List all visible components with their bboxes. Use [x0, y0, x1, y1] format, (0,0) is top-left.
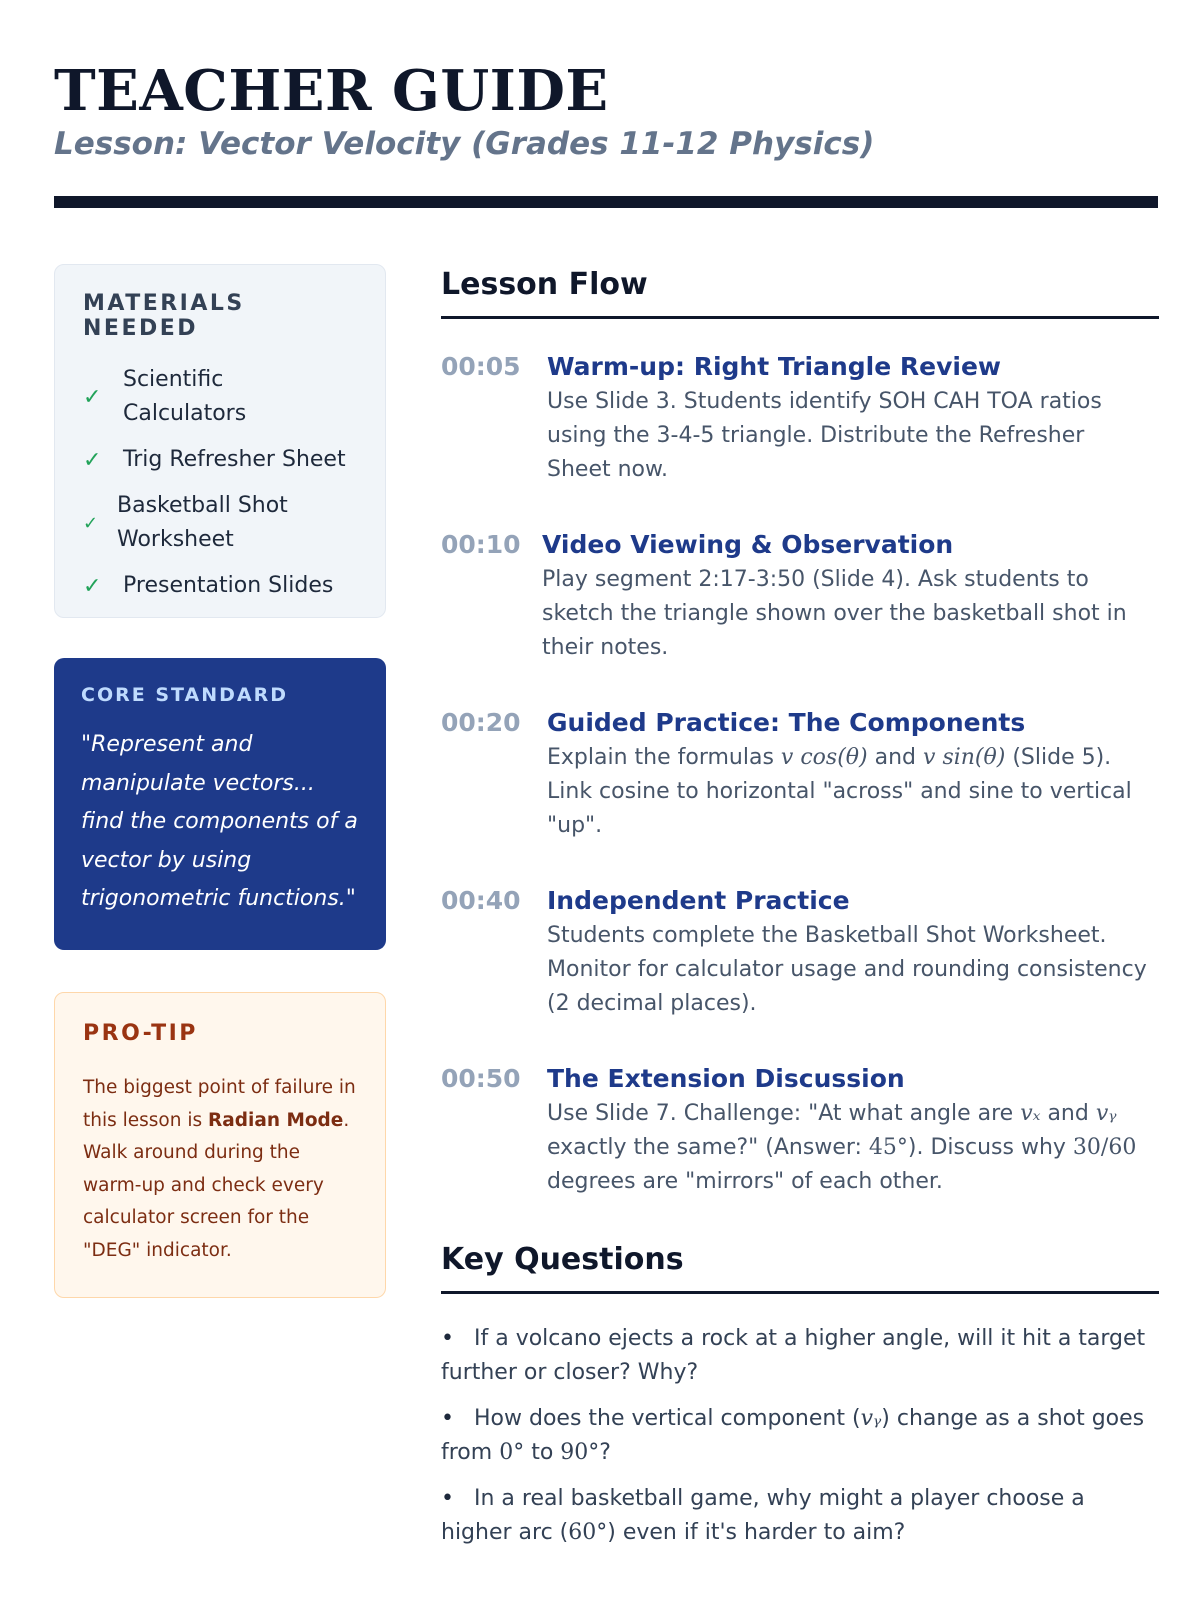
step-title: Warm-up: Right Triangle Review: [547, 352, 1001, 381]
bullet-icon: •: [441, 1406, 454, 1431]
lesson-flow-list: [441, 349, 1159, 1199]
checkmark-icon: ✓: [83, 512, 99, 534]
checkmark-icon: ✓: [83, 447, 102, 473]
key-questions-heading: Key Questions: [441, 1239, 1159, 1294]
page-header: [54, 58, 1158, 164]
step-description: Students complete the Basketball Shot Worksheet. Monitor for calculator usage and rounding consistency (2 decimal places).: [547, 923, 1147, 1016]
lesson-step: [441, 883, 1159, 1021]
pro-tip-text-part: The biggest point of failure in this lesson is: [83, 1077, 356, 1131]
list-item: [441, 1322, 1159, 1390]
step-body: [547, 349, 1159, 487]
question-text: ) change as a shot goes from: [441, 1406, 1145, 1465]
list-item: [83, 443, 357, 477]
bullet-icon: •: [441, 1486, 454, 1511]
step-time: 00:50: [441, 1064, 521, 1093]
question-text: ) even if it's harder to aim?: [607, 1520, 906, 1545]
core-standard-quote: "Represent and manipulate vectors... find the components of a vector by using trigonometric functions.": [81, 732, 358, 911]
description-text: and: [1040, 1101, 1096, 1126]
lesson-step: [441, 1061, 1159, 1199]
step-body: [542, 527, 1159, 665]
list-item: [83, 363, 357, 431]
main-content: [441, 264, 1159, 1562]
materials-heading: MATERIALS NEEDED: [83, 291, 245, 341]
step-body: [547, 1061, 1159, 1199]
lesson-step: [441, 705, 1159, 843]
pro-tip-box: [54, 992, 386, 1298]
math-expression: v sin(θ): [923, 745, 1006, 770]
math-expression: vₓ: [1020, 1101, 1041, 1126]
materials-box: [54, 264, 386, 618]
page-title: TEACHER GUIDE: [54, 58, 609, 124]
list-item: [441, 1402, 1159, 1470]
list-item: [83, 489, 357, 557]
step-title: The Extension Discussion: [547, 1064, 905, 1093]
lesson-step: [441, 349, 1159, 487]
core-standard-box: [54, 658, 386, 950]
description-text: exactly the same?" (Answer:: [547, 1135, 869, 1160]
math-expression: v cos(θ): [780, 745, 868, 770]
material-label: Basketball Shot Worksheet: [117, 493, 288, 552]
sidebar: [54, 264, 386, 1298]
checkmark-icon: ✓: [83, 384, 102, 410]
step-time: 00:40: [441, 886, 521, 915]
math-expression: 60°: [568, 1520, 608, 1545]
key-questions-list: [441, 1322, 1159, 1550]
math-expression: vᵧ: [860, 1406, 882, 1431]
pro-tip-heading: PRO-TIP: [83, 1021, 198, 1046]
description-text: (Slide 5). Link cosine to horizontal "across" and sine to vertical "up".: [547, 745, 1132, 838]
description-text: Use Slide 7. Challenge: "At what angle are: [547, 1101, 1021, 1126]
material-label: Presentation Slides: [123, 573, 334, 598]
list-item: [441, 1482, 1159, 1550]
math-expression: 45°: [868, 1135, 908, 1160]
question-text: If a volcano ejects a rock at a higher angle, will it hit a target further or closer? Why?: [441, 1326, 1146, 1385]
pro-tip-text-part: . Walk around during the warm-up and check every calculator screen for the "DEG" indicator.: [83, 1109, 350, 1261]
question-text: ?: [599, 1440, 611, 1465]
bullet-icon: •: [441, 1326, 454, 1351]
step-description: [547, 741, 1159, 843]
step-body: [547, 883, 1159, 1021]
pro-tip-text: [83, 1072, 359, 1267]
step-description: Play segment 2:17-3:50 (Slide 4). Ask students to sketch the triangle shown over the basketball shot in their notes.: [542, 567, 1127, 660]
description-text: ). Discuss why: [907, 1135, 1073, 1160]
header-divider: [54, 196, 1158, 208]
description-text: Explain the formulas: [547, 745, 781, 770]
list-item: [83, 569, 357, 603]
math-expression: 90°: [560, 1440, 600, 1465]
lesson-flow-heading: Lesson Flow: [441, 264, 1159, 319]
checkmark-icon: ✓: [83, 573, 102, 599]
step-title: Independent Practice: [547, 886, 850, 915]
question-text: In a real basketball game, why might a player choose a higher arc (: [441, 1486, 1085, 1545]
step-time: 00:05: [441, 352, 521, 381]
math-expression: vᵧ: [1095, 1101, 1117, 1126]
materials-list: [83, 363, 357, 603]
math-expression: 0°: [499, 1440, 525, 1465]
material-label: Scientific Calculators: [123, 367, 247, 426]
key-questions-section: [441, 1239, 1159, 1550]
question-text: How does the vertical component (: [474, 1406, 861, 1431]
step-body: [547, 705, 1159, 843]
material-label: Trig Refresher Sheet: [123, 447, 346, 472]
step-description: [547, 1097, 1159, 1199]
question-text: to: [524, 1440, 561, 1465]
description-text: degrees are "mirrors" of each other.: [547, 1169, 943, 1194]
step-time: 00:10: [441, 530, 521, 559]
description-text: and: [867, 745, 924, 770]
core-standard-heading: CORE STANDARD: [81, 684, 288, 706]
pro-tip-emphasis: Radian Mode: [208, 1109, 344, 1131]
lesson-subtitle: Lesson: Vector Velocity (Grades 11-12 Physics): [54, 126, 875, 162]
math-expression: 30/60: [1072, 1135, 1137, 1160]
step-title: Guided Practice: The Components: [547, 708, 1026, 737]
step-title: Video Viewing & Observation: [542, 530, 954, 559]
lesson-step: [441, 527, 1159, 665]
step-time: 00:20: [441, 708, 521, 737]
step-description: Use Slide 3. Students identify SOH CAH TOA ratios using the 3-4-5 triangle. Distribute the Refresher Sheet now.: [547, 389, 1102, 482]
